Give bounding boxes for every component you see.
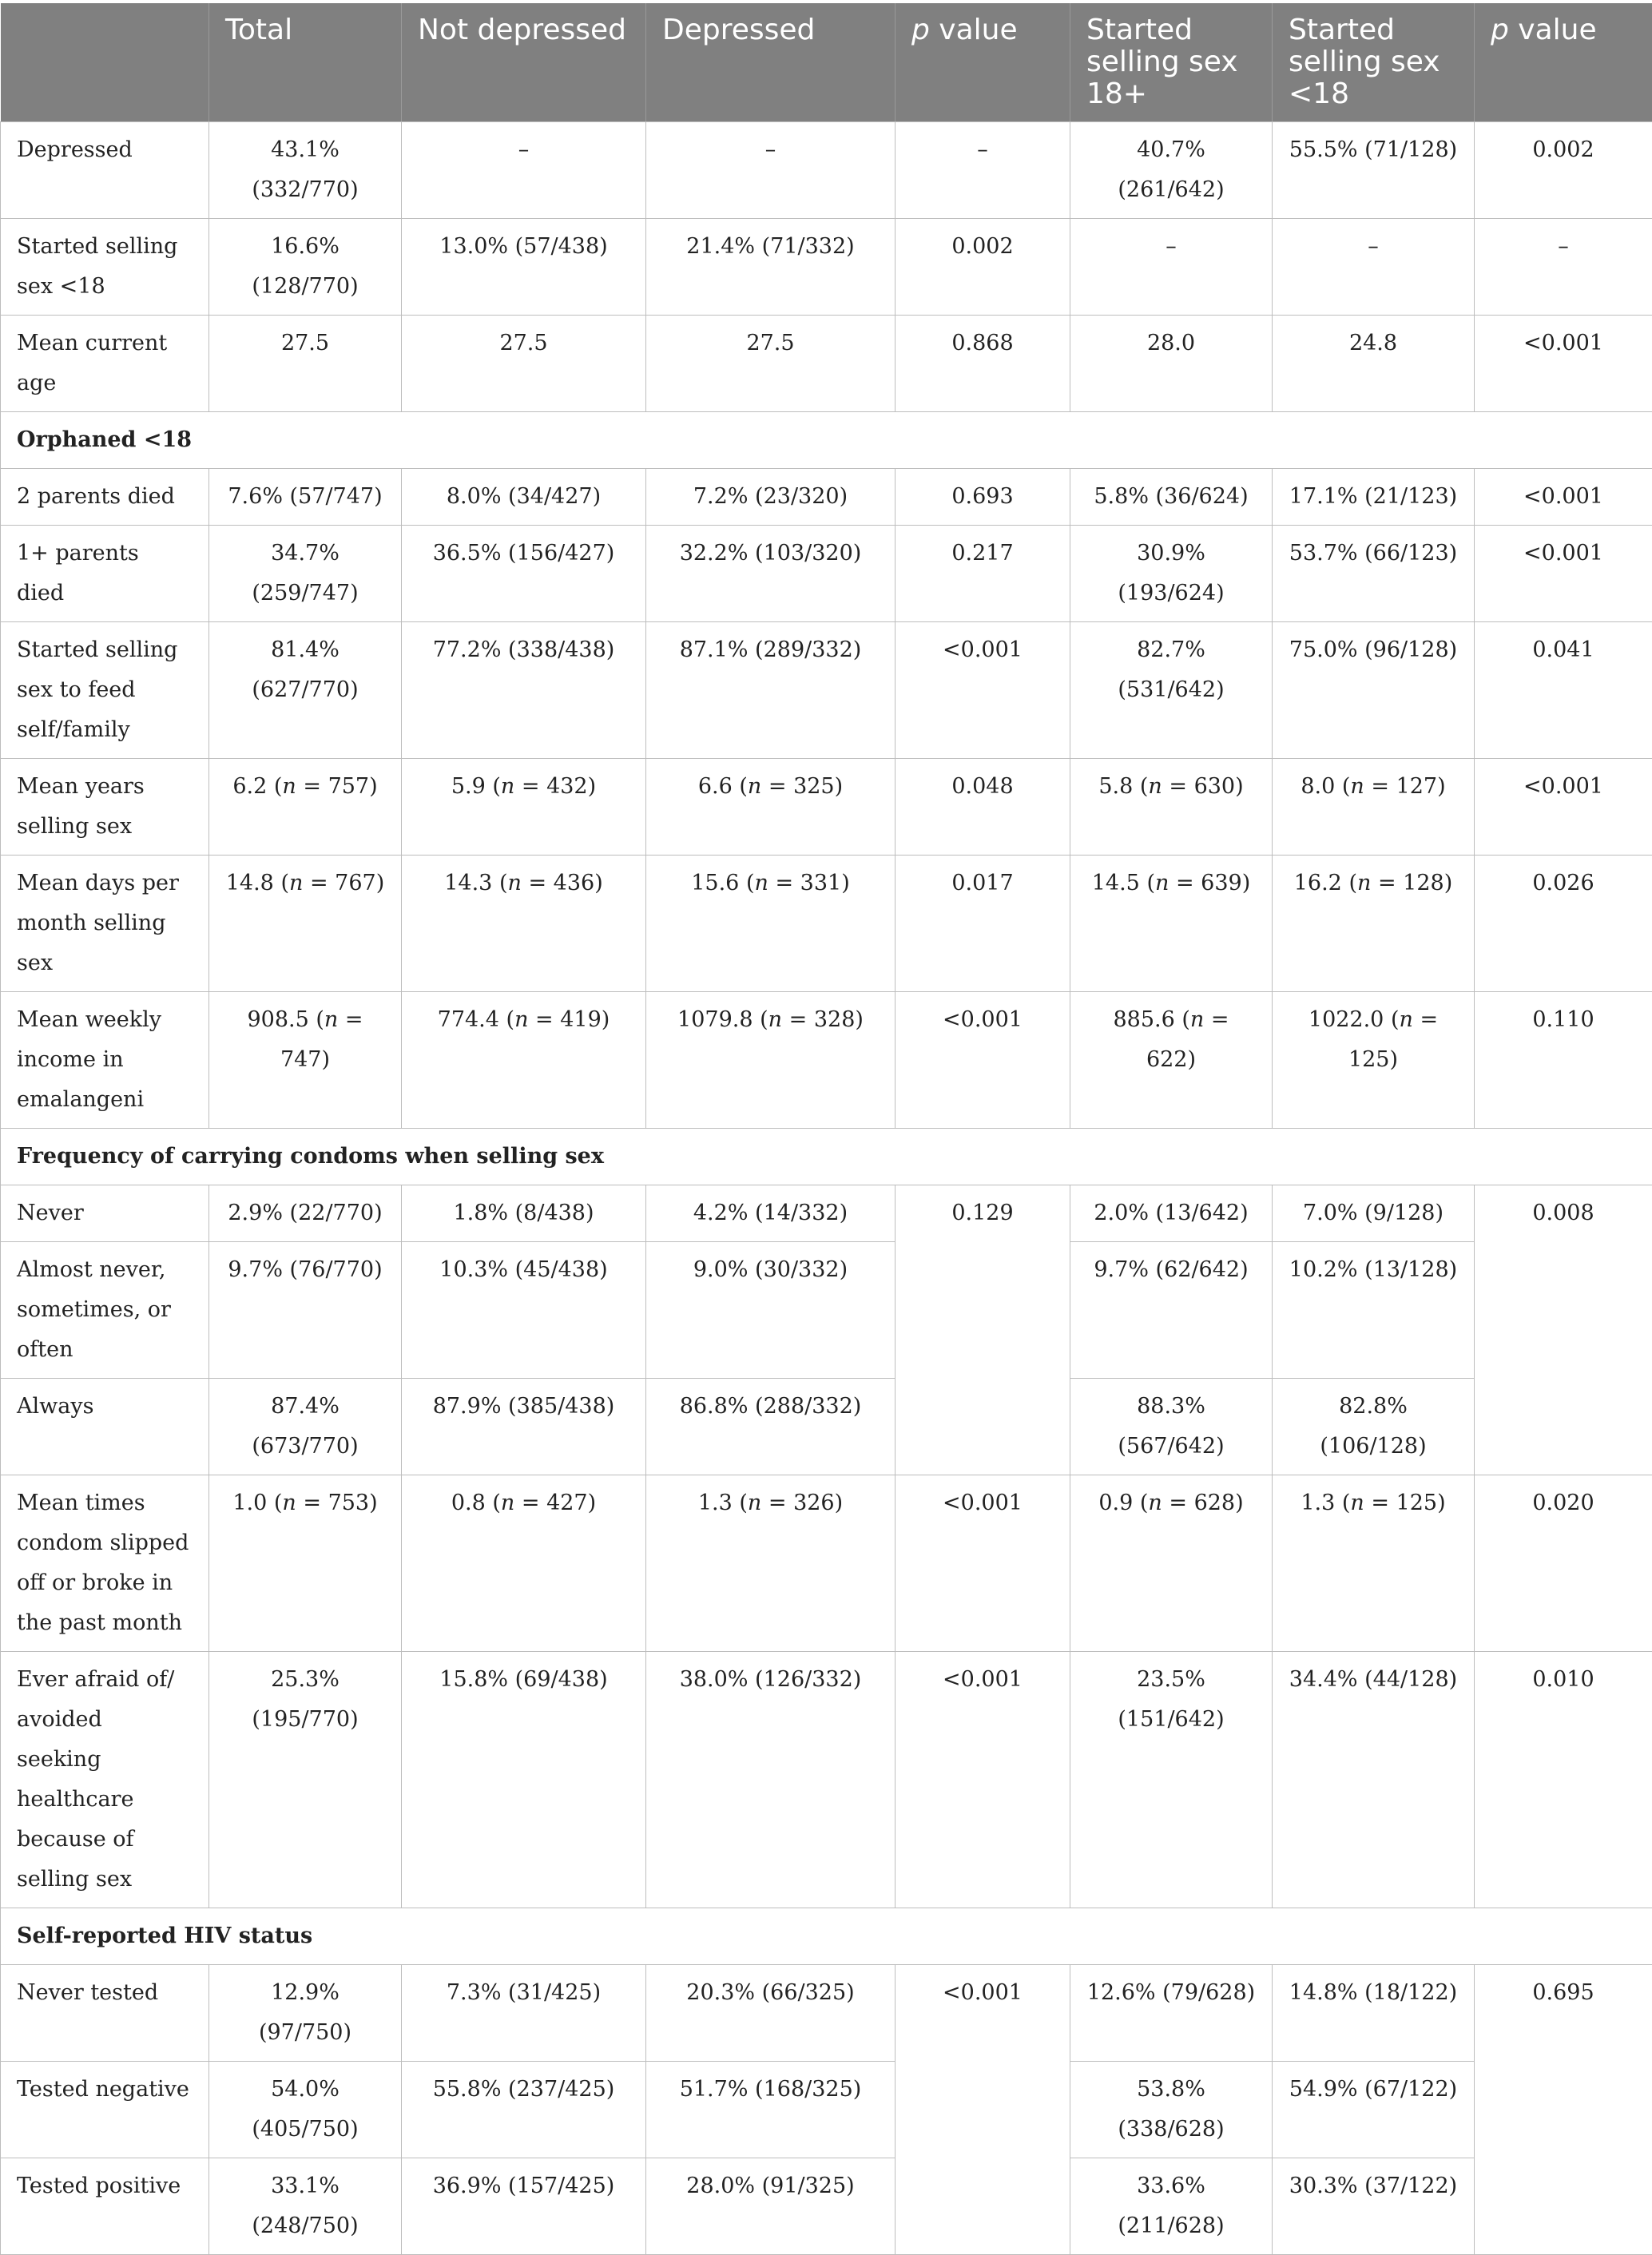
header-blank: [1, 3, 209, 122]
row-label: Mean times condom slipped off or broke in the past month: [1, 1475, 209, 1652]
header-depressed: Depressed: [646, 3, 895, 122]
cell-total: 16.6% (128/770): [209, 219, 402, 316]
cell-total: 2.9% (22/770): [209, 1185, 402, 1242]
header-started-under-18: Started selling sex <18: [1273, 3, 1475, 122]
row-condom-slipped: [1, 1475, 1652, 1652]
cell-total: 9.7% (76/770): [209, 1242, 402, 1379]
results-table: [0, 3, 1652, 2255]
row-label: Mean weekly income in emalangeni: [1, 992, 209, 1129]
cell-started-under-18: 7.0% (9/128): [1273, 1185, 1475, 1242]
cell-p-value-2: 0.695: [1475, 1965, 1652, 2255]
cell-started-18-plus: 88.3% (567/642): [1070, 1379, 1273, 1475]
cell-p-value-2: 0.008: [1475, 1185, 1652, 1475]
row-label: Mean days per month selling sex: [1, 856, 209, 992]
row-feed-family: [1, 622, 1652, 759]
row-mean-days-per-month: [1, 856, 1652, 992]
cell-not-depressed: 5.9 (n = 432): [402, 759, 646, 856]
cell-started-under-18: 54.9% (67/122): [1273, 2062, 1475, 2158]
cell-started-18-plus: 23.5% (151/642): [1070, 1652, 1273, 1908]
cell-started-under-18: –: [1273, 219, 1475, 316]
row-never-tested: [1, 1965, 1652, 2062]
row-label: Almost never, sometimes, or often: [1, 1242, 209, 1379]
cell-not-depressed: 774.4 (n = 419): [402, 992, 646, 1129]
cell-depressed: 15.6 (n = 331): [646, 856, 895, 992]
row-label: Started selling sex <18: [1, 219, 209, 316]
cell-started-18-plus: 885.6 (n = 622): [1070, 992, 1273, 1129]
cell-started-18-plus: 5.8 (n = 630): [1070, 759, 1273, 856]
cell-not-depressed: 55.8% (237/425): [402, 2062, 646, 2158]
cell-started-18-plus: 28.0: [1070, 316, 1273, 412]
cell-started-18-plus: 53.8% (338/628): [1070, 2062, 1273, 2158]
section-hiv-status: [1, 1908, 1652, 1965]
cell-p-value: 0.017: [895, 856, 1070, 992]
row-label: Started selling sex to feed self/family: [1, 622, 209, 759]
cell-started-18-plus: 2.0% (13/642): [1070, 1185, 1273, 1242]
cell-p-value: <0.001: [895, 622, 1070, 759]
cell-p-value: 0.129: [895, 1185, 1070, 1475]
cell-started-under-18: 34.4% (44/128): [1273, 1652, 1475, 1908]
row-mean-weekly-income: [1, 992, 1652, 1129]
row-condoms-almost-never: [1, 1242, 1652, 1379]
row-condoms-never: [1, 1185, 1652, 1242]
cell-total: 33.1% (248/750): [209, 2158, 402, 2255]
row-label: Tested negative: [1, 2062, 209, 2158]
row-tested-positive: [1, 2158, 1652, 2255]
row-label: Mean current age: [1, 316, 209, 412]
cell-p-value-2: 0.010: [1475, 1652, 1652, 1908]
cell-depressed: 38.0% (126/332): [646, 1652, 895, 1908]
cell-total: 908.5 (n = 747): [209, 992, 402, 1129]
cell-not-depressed: 36.9% (157/425): [402, 2158, 646, 2255]
cell-started-under-18: 10.2% (13/128): [1273, 1242, 1475, 1379]
cell-total: 14.8 (n = 767): [209, 856, 402, 992]
cell-not-depressed: 15.8% (69/438): [402, 1652, 646, 1908]
row-started-under-18: [1, 219, 1652, 316]
cell-started-18-plus: 9.7% (62/642): [1070, 1242, 1273, 1379]
cell-not-depressed: 77.2% (338/438): [402, 622, 646, 759]
row-mean-age: [1, 316, 1652, 412]
cell-p-value: 0.002: [895, 219, 1070, 316]
cell-started-under-18: 17.1% (21/123): [1273, 469, 1475, 526]
cell-p-value: 0.868: [895, 316, 1070, 412]
cell-p-value: –: [895, 122, 1070, 219]
cell-not-depressed: 87.9% (385/438): [402, 1379, 646, 1475]
cell-p-value-2: 0.026: [1475, 856, 1652, 992]
row-mean-years-selling: [1, 759, 1652, 856]
cell-not-depressed: 1.8% (8/438): [402, 1185, 646, 1242]
cell-depressed: 4.2% (14/332): [646, 1185, 895, 1242]
section-heading: Frequency of carrying condoms when selling sex: [1, 1129, 1652, 1185]
row-label: Mean years selling sex: [1, 759, 209, 856]
cell-depressed: 1079.8 (n = 328): [646, 992, 895, 1129]
cell-not-depressed: 0.8 (n = 427): [402, 1475, 646, 1652]
cell-p-value: <0.001: [895, 1475, 1070, 1652]
cell-started-18-plus: 82.7% (531/642): [1070, 622, 1273, 759]
cell-depressed: 51.7% (168/325): [646, 2062, 895, 2158]
cell-total: 43.1% (332/770): [209, 122, 402, 219]
p-value-text: value: [1509, 14, 1597, 46]
cell-started-under-18: 55.5% (71/128): [1273, 122, 1475, 219]
section-condoms: [1, 1129, 1652, 1185]
section-heading: Self-reported HIV status: [1, 1908, 1652, 1965]
cell-not-depressed: –: [402, 122, 646, 219]
cell-started-under-18: 30.3% (37/122): [1273, 2158, 1475, 2255]
cell-not-depressed: 10.3% (45/438): [402, 1242, 646, 1379]
cell-depressed: 7.2% (23/320): [646, 469, 895, 526]
cell-depressed: 9.0% (30/332): [646, 1242, 895, 1379]
cell-p-value-2: 0.002: [1475, 122, 1652, 219]
p-symbol: p: [1491, 14, 1509, 46]
header-p-value: [895, 3, 1070, 122]
cell-depressed: 32.2% (103/320): [646, 526, 895, 622]
cell-started-under-18: 1022.0 (n = 125): [1273, 992, 1475, 1129]
cell-depressed: 1.3 (n = 326): [646, 1475, 895, 1652]
cell-p-value: 0.217: [895, 526, 1070, 622]
cell-total: 12.9% (97/750): [209, 1965, 402, 2062]
cell-p-value-2: <0.001: [1475, 759, 1652, 856]
cell-p-value-2: 0.020: [1475, 1475, 1652, 1652]
cell-p-value: <0.001: [895, 1965, 1070, 2255]
cell-not-depressed: 14.3 (n = 436): [402, 856, 646, 992]
cell-p-value-2: <0.001: [1475, 469, 1652, 526]
row-label: 1+ parents died: [1, 526, 209, 622]
cell-total: 54.0% (405/750): [209, 2062, 402, 2158]
cell-p-value-2: –: [1475, 219, 1652, 316]
row-tested-negative: [1, 2062, 1652, 2158]
row-depressed: [1, 122, 1652, 219]
cell-not-depressed: 13.0% (57/438): [402, 219, 646, 316]
header-not-depressed: Not depressed: [402, 3, 646, 122]
cell-started-18-plus: 14.5 (n = 639): [1070, 856, 1273, 992]
cell-depressed: 86.8% (288/332): [646, 1379, 895, 1475]
cell-not-depressed: 8.0% (34/427): [402, 469, 646, 526]
row-label: Always: [1, 1379, 209, 1475]
cell-total: 87.4% (673/770): [209, 1379, 402, 1475]
cell-started-under-18: 75.0% (96/128): [1273, 622, 1475, 759]
p-symbol: p: [911, 14, 930, 46]
cell-p-value: 0.693: [895, 469, 1070, 526]
cell-total: 7.6% (57/747): [209, 469, 402, 526]
cell-total: 27.5: [209, 316, 402, 412]
cell-started-18-plus: 33.6% (211/628): [1070, 2158, 1273, 2255]
row-label: Ever afraid of/ avoided seeking healthcare because of selling sex: [1, 1652, 209, 1908]
cell-started-18-plus: 40.7% (261/642): [1070, 122, 1273, 219]
cell-depressed: 27.5: [646, 316, 895, 412]
header-started-18-plus: Started selling sex 18+: [1070, 3, 1273, 122]
cell-started-under-18: 82.8% (106/128): [1273, 1379, 1475, 1475]
cell-depressed: 21.4% (71/332): [646, 219, 895, 316]
cell-total: 34.7% (259/747): [209, 526, 402, 622]
row-one-plus-parents-died: [1, 526, 1652, 622]
cell-started-under-18: 53.7% (66/123): [1273, 526, 1475, 622]
cell-started-under-18: 8.0 (n = 127): [1273, 759, 1475, 856]
cell-total: 6.2 (n = 757): [209, 759, 402, 856]
cell-total: 81.4% (627/770): [209, 622, 402, 759]
row-afraid-healthcare: [1, 1652, 1652, 1908]
cell-p-value-2: 0.110: [1475, 992, 1652, 1129]
cell-not-depressed: 36.5% (156/427): [402, 526, 646, 622]
cell-total: 1.0 (n = 753): [209, 1475, 402, 1652]
cell-total: 25.3% (195/770): [209, 1652, 402, 1908]
header-total: Total: [209, 3, 402, 122]
cell-depressed: 87.1% (289/332): [646, 622, 895, 759]
cell-started-under-18: 1.3 (n = 125): [1273, 1475, 1475, 1652]
header-p-value-2: [1475, 3, 1652, 122]
cell-started-under-18: 14.8% (18/122): [1273, 1965, 1475, 2062]
cell-p-value-2: 0.041: [1475, 622, 1652, 759]
cell-started-18-plus: –: [1070, 219, 1273, 316]
row-two-parents-died: [1, 469, 1652, 526]
row-condoms-always: [1, 1379, 1652, 1475]
row-label: Tested positive: [1, 2158, 209, 2255]
row-label: Never tested: [1, 1965, 209, 2062]
row-label: Never: [1, 1185, 209, 1242]
cell-started-under-18: 16.2 (n = 128): [1273, 856, 1475, 992]
section-heading: Orphaned <18: [1, 412, 1652, 469]
cell-started-18-plus: 12.6% (79/628): [1070, 1965, 1273, 2062]
cell-not-depressed: 7.3% (31/425): [402, 1965, 646, 2062]
cell-p-value: <0.001: [895, 992, 1070, 1129]
header-row: [1, 3, 1652, 122]
cell-p-value: 0.048: [895, 759, 1070, 856]
cell-depressed: 20.3% (66/325): [646, 1965, 895, 2062]
cell-not-depressed: 27.5: [402, 316, 646, 412]
cell-started-18-plus: 0.9 (n = 628): [1070, 1475, 1273, 1652]
cell-depressed: 6.6 (n = 325): [646, 759, 895, 856]
cell-p-value-2: <0.001: [1475, 526, 1652, 622]
row-label: Depressed: [1, 122, 209, 219]
row-label: 2 parents died: [1, 469, 209, 526]
cell-p-value-2: <0.001: [1475, 316, 1652, 412]
cell-started-18-plus: 5.8% (36/624): [1070, 469, 1273, 526]
cell-depressed: –: [646, 122, 895, 219]
cell-started-under-18: 24.8: [1273, 316, 1475, 412]
cell-p-value: <0.001: [895, 1652, 1070, 1908]
p-value-text: value: [930, 14, 1018, 46]
cell-depressed: 28.0% (91/325): [646, 2158, 895, 2255]
cell-started-18-plus: 30.9% (193/624): [1070, 526, 1273, 622]
section-orphaned: [1, 412, 1652, 469]
